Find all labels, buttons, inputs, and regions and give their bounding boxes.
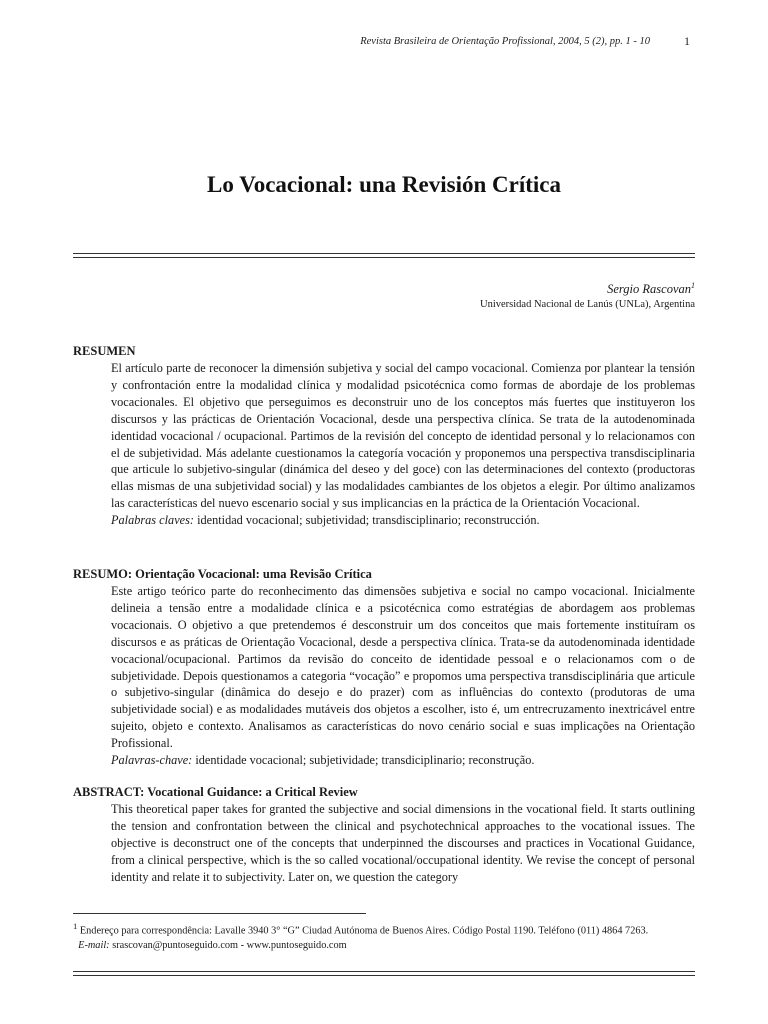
resumen-keywords-label: Palabras claves: <box>111 513 194 528</box>
resumo-keywords: identidade vocacional; subjetividade; transdiciplinario; reconstrução. <box>192 753 535 768</box>
footnote-email-label: E-mail: <box>78 940 110 952</box>
resumo-heading: RESUMO: Orientação Vocacional: uma Revisão Crítica <box>73 567 372 581</box>
paper-title: Lo Vocacional: una Revisión Crítica <box>207 172 561 197</box>
footnote-rule <box>73 913 366 914</box>
resumo-body <box>111 583 695 769</box>
resumen-heading: RESUMEN <box>73 344 136 358</box>
footnote <box>73 919 695 953</box>
author-name-text: Sergio Rascovan <box>607 282 691 297</box>
resumo-keywords-label: Palavras-chave: <box>111 753 193 768</box>
resumen-text: El artículo parte de reconocer la dimensión subjetiva y social del campo vocacional. Comienza por plantear la tensión y confrontación entre la modalidad clínica y modalidad psicotécnica como formas de abordaje de los problemas vocacionales. El objetivo que perseguimos es deconstruir uno de los conceptos más fuertes que instituyeron los discursos y las prácticas de Orientación Vocacional, desde una perspectiva clínica. Se trata de la autodenominada identidad vocacional / ocupacional. Partimos de la revisión del concepto de identidad personal y lo relacionamos con el de subjetividad. Más adelante cuestionamos la categoría vocación y proponemos una perspectiva transdisciplinaria que articule lo subjetivo-singular (dinámica del deseo y del goce) con las determinaciones del contexto (productoras ellas mismas de una subjetividad social) y las modalidades cambiantes de los objetos a elegir. Por último analizamos las características del nuevo escenario social y sus implicancias en la práctica de la Orientación Vocacional. <box>111 361 695 511</box>
running-head: Revista Brasileira de Orientação Profissional, 2004, 5 (2), pp. 1 - 10 <box>360 36 650 47</box>
footnote-mark: 1 <box>73 921 78 931</box>
abstract-heading: ABSTRACT: Vocational Guidance: a Critical Review <box>73 785 358 799</box>
author-affiliation: Universidad Nacional de Lanús (UNLa), Argentina <box>480 299 695 310</box>
author-footnote-mark: 1 <box>691 281 695 290</box>
footnote-email: srascovan@puntoseguido.com - www.puntoseguido.com <box>109 940 347 952</box>
header-double-rule <box>73 253 695 258</box>
resumo-text: Este artigo teórico parte do reconhecimento das dimensões subjetiva e social no campo vocacional. Inicialmente delineia a tensão entre a modalidade clínica e a psicotécnica como estratégias de abordagem aos problemas vocacionais. O objetivo a que pretendemos é desconstruir um dos conceitos que mais fortemente instituíram os discursos e as práticas de Orientação Vocacional, desde a perspectiva clínica. Trata-se da autodenominada identidade vocacional/ocupacional. Partimos da revisão do conceito de identidade pessoal e o relacionamos com o de subjetividade. Depois questionamos a categoria “vocação” e propomos uma perspectiva transdisciplinária que articule o subjetivo-singular (dinâmica do desejo e do prazer) com as influências do contexto (produtoras de uma subjetividade social) e as modalidades mutáveis dos objetos a escolher, isto é, um entrecruzamento inextricável entre sujeito, objeto e contexto. Analisamos as características do novo cenário social e suas implicações na Orientação Profissional. <box>111 584 695 751</box>
author-name <box>300 281 695 297</box>
resumen-body <box>111 360 695 529</box>
footnote-address: Endereço para correspondência: Lavalle 3940 3° “G” Ciudad Autónoma de Buenos Aires. Código Postal 1190. Teléfono (011) 4864 7263. <box>77 925 649 937</box>
footer-double-rule <box>73 971 695 976</box>
page-number: 1 <box>684 34 690 48</box>
resumen-keywords: identidad vocacional; subjetividad; transdisciplinario; reconstrucción. <box>194 513 540 528</box>
abstract-body: This theoretical paper takes for granted the subjective and social dimensions in the vocational field. It starts outlining the tension and confrontation between the clinical and psychotechnical approaches to the vocational issues. The objective is deconstruct one of the concepts that underpinned the discourses and practices in Vocational Guidance, from a clinical perspective, which is the so called vocational/occupational identity. We revise the concept of personal identity and relate it to subjectivity. Later on, we question the category <box>111 802 695 884</box>
